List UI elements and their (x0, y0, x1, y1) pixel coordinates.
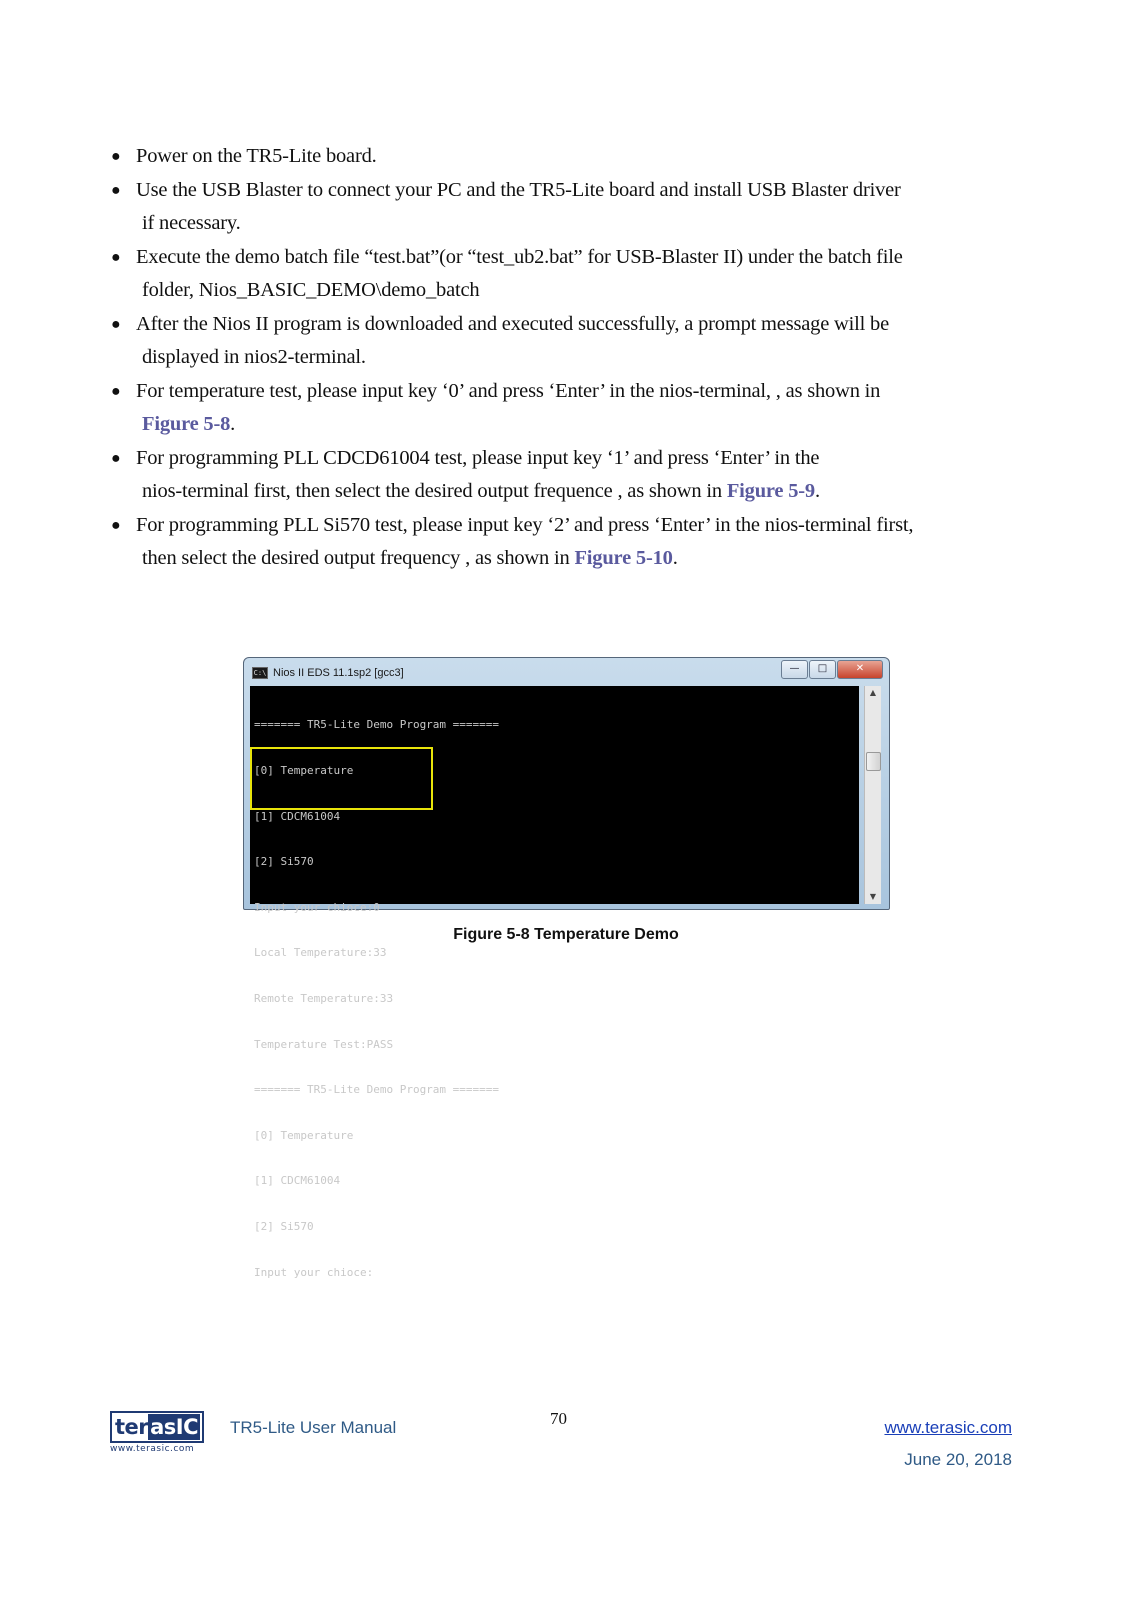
scroll-down-arrow-icon[interactable]: ▼ (869, 892, 877, 901)
punctuation: . (230, 413, 236, 435)
figure-link[interactable]: Figure 5-9 (726, 480, 815, 502)
scroll-thumb[interactable] (866, 752, 881, 771)
item-text-line2: then select the desired output frequency , as shown in (142, 547, 575, 569)
list-item (108, 308, 1038, 375)
list-item (108, 174, 1038, 241)
terminal-line: [1] CDCM61004 (254, 1174, 341, 1188)
close-button[interactable]: ✕ (837, 660, 883, 679)
terminal-line: [1] CDCM61004 (254, 809, 341, 823)
item-text: For programming PLL CDCD61004 test, please input key ‘1’ and press ‘Enter’ in the (136, 446, 820, 469)
logo-text-part2: asIC (150, 1415, 199, 1439)
footer-date: June 20, 2018 (904, 1450, 1012, 1469)
item-text: Power on the TR5-Lite board. (136, 145, 377, 167)
maximize-button[interactable]: □ (809, 660, 836, 679)
item-text: After the Nios II program is downloaded and executed successfully, a prompt message will be (136, 312, 889, 335)
terminal-line: [0] Temperature (254, 764, 354, 777)
window-controls (780, 660, 883, 679)
bullet-icon: ● (111, 181, 121, 199)
figure-caption: Figure 5-8 Temperature Demo (453, 926, 679, 943)
terminal-line: Input your chioce:0 (254, 900, 380, 914)
item-text-continued: folder, Nios_BASIC_DEMO\demo_batch (142, 279, 480, 301)
figure-link[interactable]: Figure 5-10 (574, 547, 673, 569)
terminal-line: Remote Temperature:33 (254, 991, 394, 1005)
highlight-box (250, 747, 433, 810)
bullet-icon: ● (111, 516, 121, 534)
console-icon: C:\ (253, 669, 267, 677)
item-text: For programming PLL Si570 test, please input key ‘2’ and press ‘Enter’ in the nios-terminal first, (136, 513, 914, 536)
scroll-up-arrow-icon[interactable]: ▲ (869, 688, 877, 697)
item-text-continued (136, 475, 1038, 509)
item-text: For temperature test, please input key ‘0’ and press ‘Enter’ in the nios-terminal, , as shown in (136, 379, 881, 402)
list-item (108, 375, 1038, 442)
terminal-line: Input your chioce: (254, 1265, 374, 1279)
vertical-scrollbar[interactable] (864, 686, 881, 904)
bullet-icon: ● (111, 148, 121, 165)
terminal-line: [2] Si570 (254, 855, 314, 869)
logo-url: www.terasic.com (110, 1444, 195, 1454)
terminal-line: Local Temperature:33 (254, 946, 387, 960)
figure-link[interactable]: Figure 5-8 (142, 413, 231, 435)
terminal-line: ======= TR5-Lite Demo Program ======= (254, 718, 500, 732)
list-item (108, 442, 1038, 509)
logo-text-part1: ter (115, 1415, 149, 1439)
terminal-line: [0] Temperature (254, 1128, 354, 1142)
bullet-icon: ● (111, 382, 121, 400)
bullet-icon: ● (111, 315, 121, 333)
terminal-line: ======= TR5-Lite Demo Program ======= (254, 1083, 500, 1097)
bullet-icon: ● (111, 248, 121, 266)
instruction-list (108, 140, 1038, 576)
footer-website-link[interactable]: www.terasic.com (884, 1418, 1012, 1437)
list-item (108, 509, 1038, 576)
item-text-continued: if necessary. (142, 212, 241, 234)
window-titlebar (252, 662, 652, 684)
page-number: 70 (550, 1409, 567, 1428)
terminal-line: [2] Si570 (254, 1219, 314, 1233)
footer-manual-title: TR5-Lite User Manual (230, 1418, 397, 1437)
item-text-continued: displayed in nios2-terminal. (142, 346, 366, 368)
list-item (108, 140, 1038, 174)
minimize-button[interactable]: — (781, 660, 808, 679)
item-text: Use the USB Blaster to connect your PC and the TR5-Lite board and install USB Blaster driver (136, 178, 901, 201)
item-text: Execute the demo batch file “test.bat”(or “test_ub2.bat” for USB-Blaster II) under the batch file (136, 245, 903, 268)
bullet-icon: ● (111, 449, 121, 467)
terminal-line: Temperature Test:PASS (254, 1037, 394, 1051)
item-text-continued (136, 408, 1038, 442)
logo-mark (110, 1411, 204, 1443)
item-text-continued (136, 542, 1038, 576)
punctuation: . (814, 480, 820, 502)
list-item (108, 241, 1038, 308)
punctuation: . (672, 547, 678, 569)
item-text-line2: nios-terminal first, then select the desired output frequence , as shown in (142, 480, 727, 502)
terasic-logo (110, 1411, 206, 1457)
window-title: Nios II EDS 11.1sp2 [gcc3] (273, 667, 404, 679)
